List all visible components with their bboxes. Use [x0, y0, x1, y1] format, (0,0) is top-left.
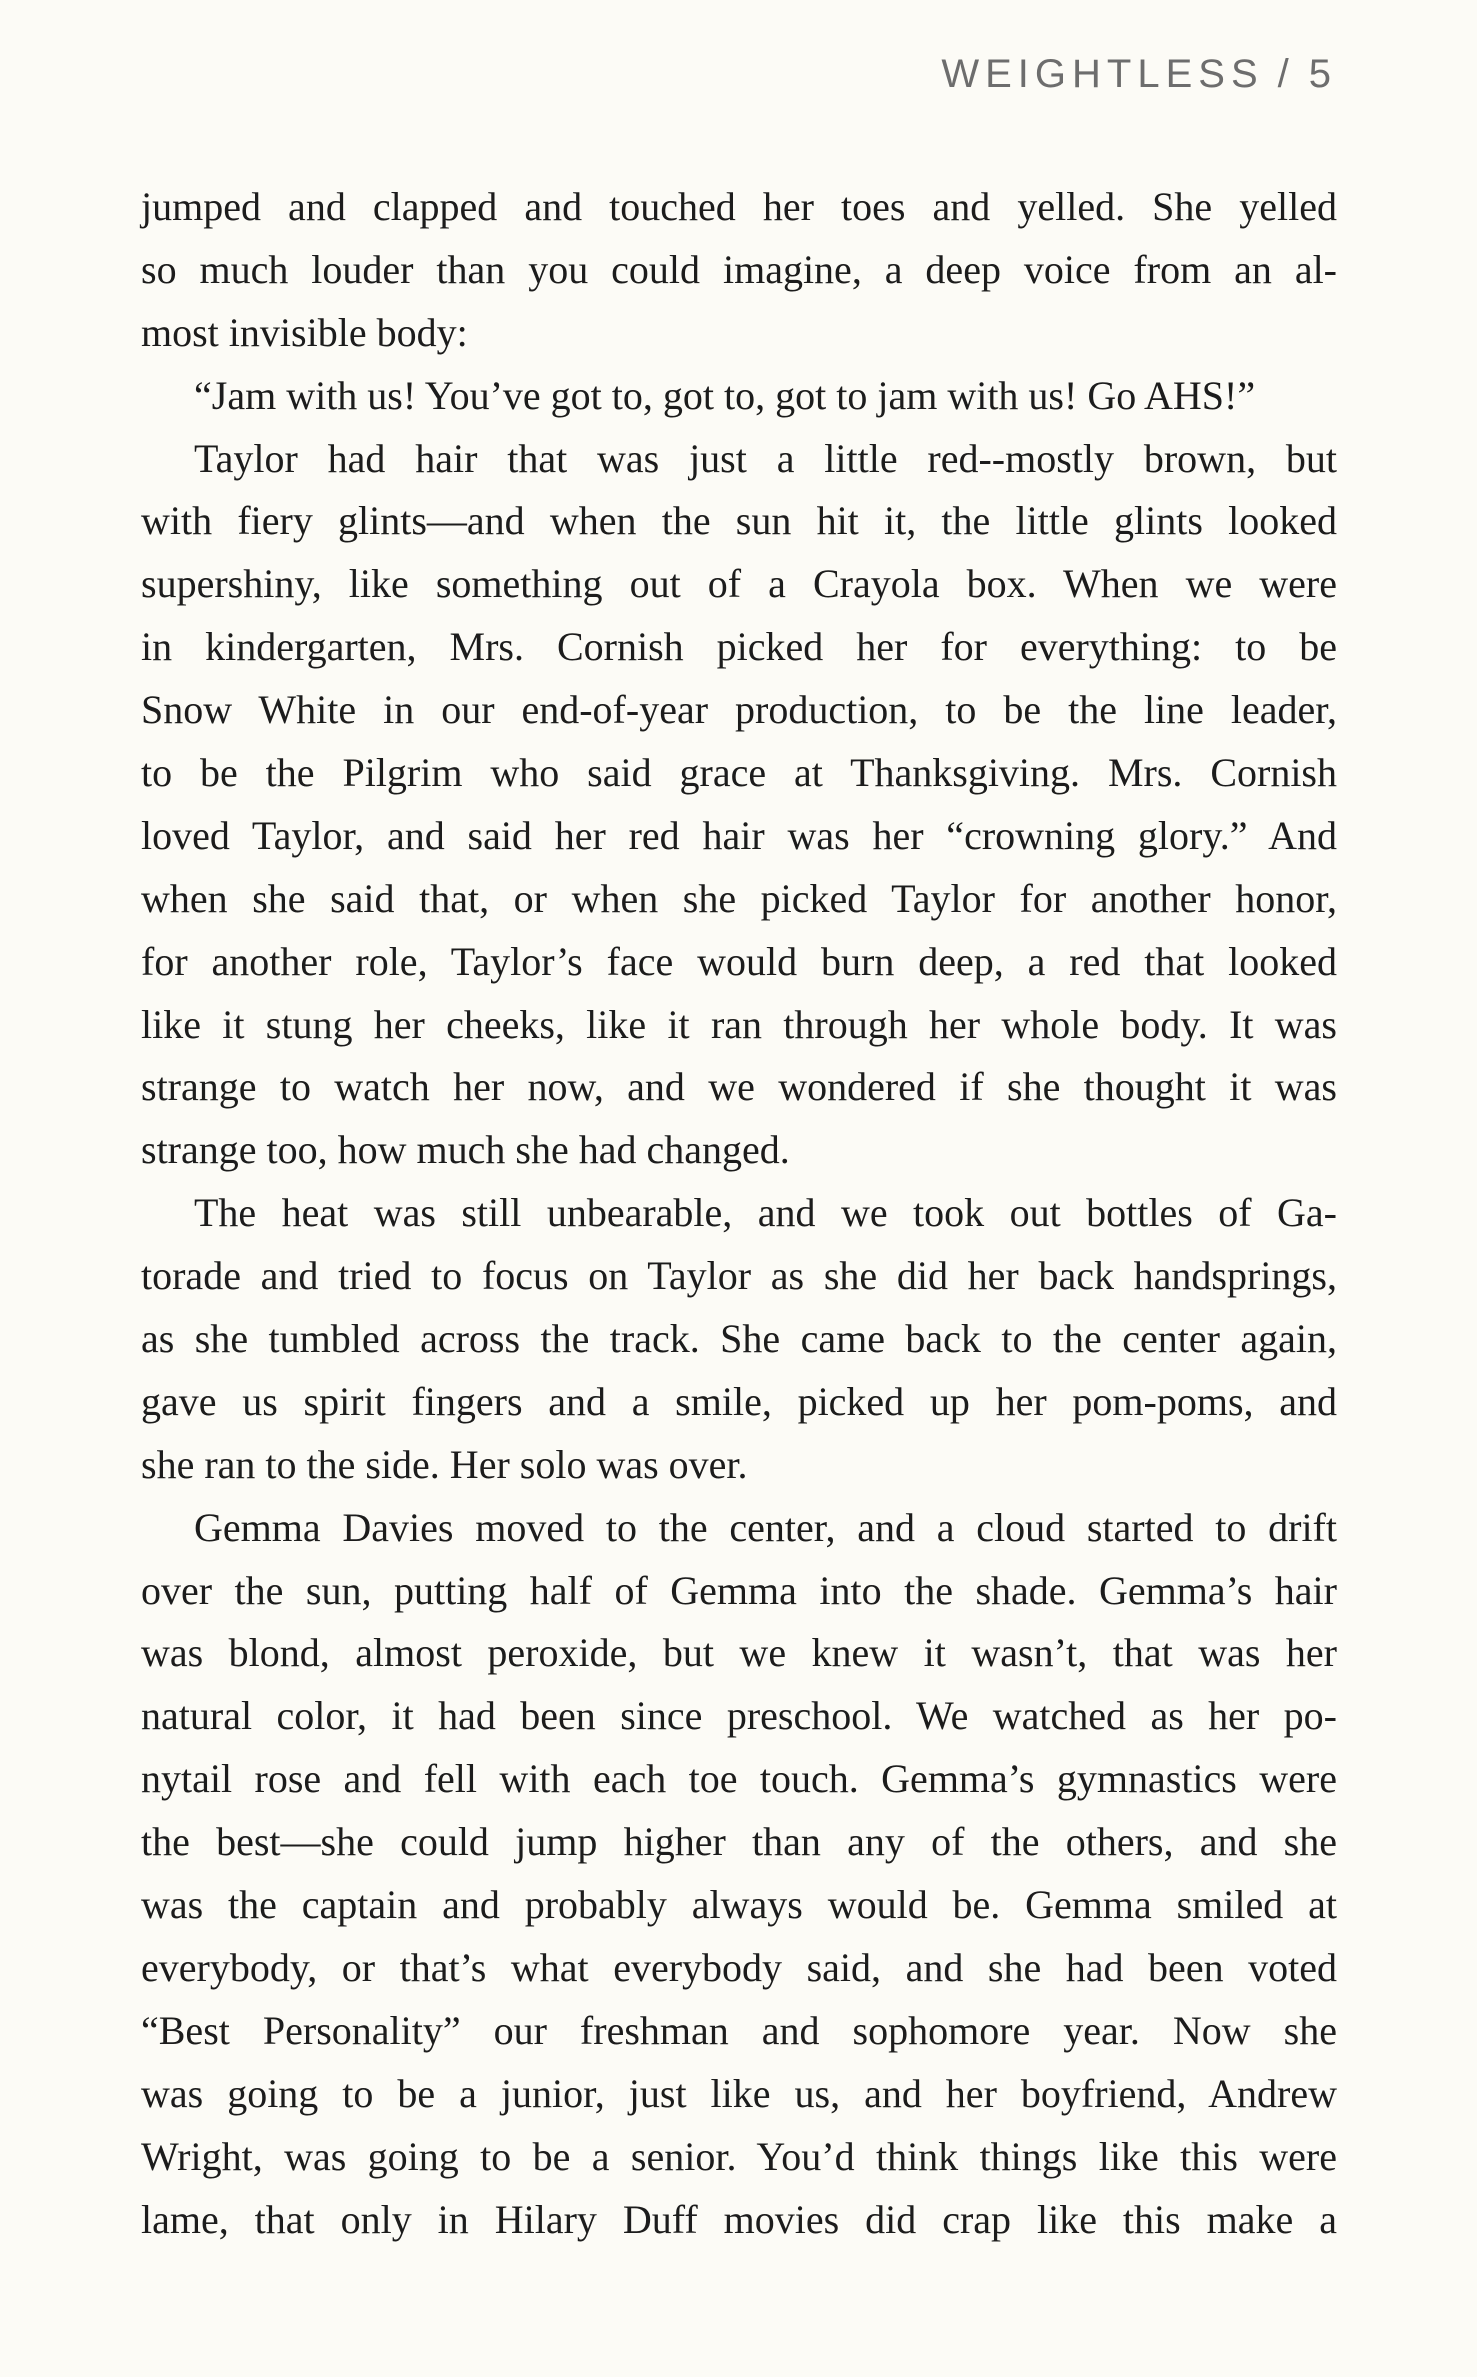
- text-line: for another role, Taylor’s face would burn deep, a red that looked: [141, 938, 1337, 984]
- book-title: WEIGHTLESS: [941, 52, 1264, 96]
- text-line: strange too, how much she had changed.: [141, 1127, 790, 1173]
- text-line: to be the Pilgrim who said grace at Thanksgiving. Mrs. Cornish: [141, 750, 1337, 796]
- text-line: as she tumbled across the track. She came back to the center again,: [141, 1316, 1337, 1362]
- text-line: “Best Personality” our freshman and sophomore year. Now she: [141, 2007, 1337, 2053]
- text-line: was going to be a junior, just like us, and her boyfriend, Andrew: [141, 2070, 1337, 2116]
- text-line: over the sun, putting half of Gemma into the shade. Gemma’s hair: [141, 1567, 1337, 1613]
- text-line: natural color, it had been since preschool. We watched as her po-: [141, 1693, 1337, 1739]
- text-line: everybody, or that’s what everybody said, and she had been voted: [141, 1944, 1337, 1990]
- text-line: gave us spirit fingers and a smile, picked up her pom-poms, and: [141, 1378, 1337, 1424]
- text-line: in kindergarten, Mrs. Cornish picked her for everything: to be: [141, 624, 1337, 670]
- text-line: was blond, almost peroxide, but we knew it wasn’t, that was her: [141, 1630, 1337, 1676]
- text-line: Snow White in our end-of-year production, to be the line leader,: [141, 687, 1337, 733]
- text-line: nytail rose and fell with each toe touch. Gemma’s gymnastics were: [141, 1756, 1337, 1802]
- text-line: strange to watch her now, and we wondered if she thought it was: [141, 1064, 1337, 1110]
- text-line: she ran to the side. Her solo was over.: [141, 1441, 748, 1487]
- text-line: most invisible body:: [141, 309, 468, 355]
- text-line: was the captain and probably always would be. Gemma smiled at: [141, 1882, 1337, 1928]
- body-text: [141, 176, 1337, 2251]
- text-line: Gemma Davies moved to the center, and a cloud started to drift: [194, 1504, 1337, 1550]
- text-line: torade and tried to focus on Taylor as she did her back handsprings,: [141, 1253, 1337, 1299]
- text-line: loved Taylor, and said her red hair was her “crowning glory.” And: [141, 812, 1337, 858]
- text-line: with fiery glints—and when the sun hit it, the little glints looked: [141, 498, 1337, 544]
- header-separator: /: [1277, 52, 1295, 96]
- text-line: like it stung her cheeks, like it ran through her whole body. It was: [141, 1001, 1337, 1047]
- text-line: lame, that only in Hilary Duff movies did crap like this make a: [141, 2196, 1337, 2242]
- text-line: “Jam with us! You’ve got to, got to, got to jam with us! Go AHS!”: [194, 372, 1256, 418]
- text-line: The heat was still unbearable, and we took out bottles of Ga-: [194, 1190, 1337, 1236]
- text-line: when she said that, or when she picked Taylor for another honor,: [141, 875, 1337, 921]
- text-line: Taylor had hair that was just a little red--mostly brown, but: [194, 435, 1337, 481]
- running-head: [941, 52, 1337, 97]
- text-line: supershiny, like something out of a Crayola box. When we were: [141, 561, 1337, 607]
- text-line: jumped and clapped and touched her toes and yelled. She yelled: [141, 184, 1337, 229]
- text-line: Wright, was going to be a senior. You’d think things like this were: [141, 2133, 1337, 2179]
- text-line: the best—she could jump higher than any of the others, and she: [141, 1819, 1337, 1865]
- page-number: 5: [1308, 52, 1337, 96]
- text-line: so much louder than you could imagine, a deep voice from an al-: [141, 246, 1337, 292]
